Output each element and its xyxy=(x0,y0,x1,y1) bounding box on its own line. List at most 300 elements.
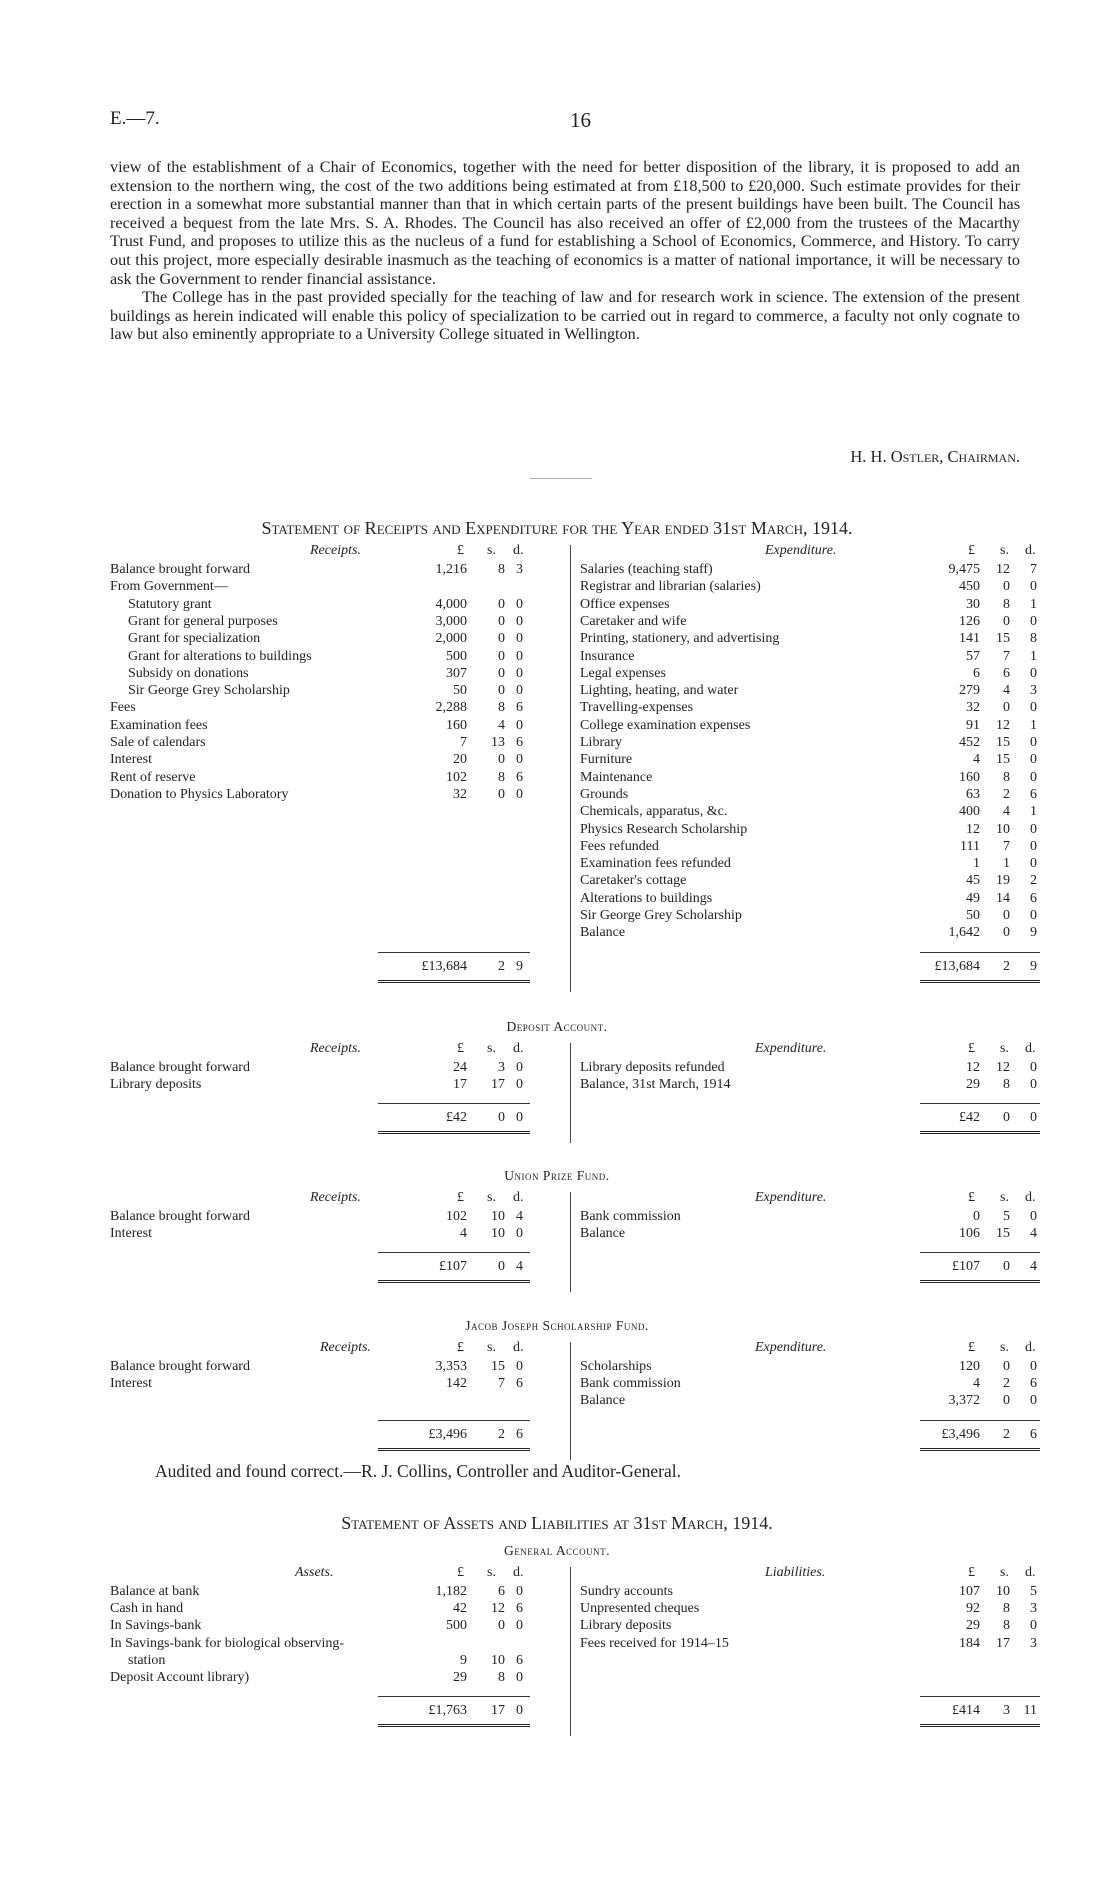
column-header-left: Receipts. xyxy=(310,1041,361,1056)
left-item-pence: 0 xyxy=(516,717,523,733)
right-item-shillings: 5 xyxy=(1003,1209,1010,1224)
total-rule-left xyxy=(378,1420,530,1421)
left-item-shillings: 0 xyxy=(498,631,505,647)
lsd-column-header: d. xyxy=(1025,1041,1036,1056)
right-item-pence: 0 xyxy=(1030,821,1037,837)
right-item-label: Maintenance xyxy=(580,769,653,785)
right-item-pence: 7 xyxy=(1030,562,1037,577)
right-item-label: Scholarships xyxy=(580,1359,652,1374)
column-header-right: Expenditure. xyxy=(765,543,837,558)
right-item-pounds: 50 xyxy=(966,908,980,923)
left-item-shillings: 8 xyxy=(498,769,505,785)
right-item-pence: 0 xyxy=(1030,752,1037,768)
right-item-pence: 0 xyxy=(1030,1359,1037,1374)
left-item-label: Interest xyxy=(110,1226,152,1242)
column-header-left: Assets. xyxy=(295,1565,334,1580)
general-account-title: General Account. xyxy=(503,1543,610,1558)
column-header-right: Expenditure. xyxy=(755,1340,827,1355)
left-item-pence: 0 xyxy=(516,665,523,681)
right-item-pounds: 12 xyxy=(966,821,980,837)
right-total-pence: 0 xyxy=(1030,1110,1037,1126)
right-item-pence: 1 xyxy=(1030,717,1037,733)
lsd-column-header: £ xyxy=(457,543,464,558)
lsd-column-header: d. xyxy=(1025,543,1036,558)
left-item-pence: 0 xyxy=(516,1226,523,1242)
left-item-pounds: 2,000 xyxy=(435,631,467,647)
left-item-pence: 0 xyxy=(516,786,523,802)
body-text xyxy=(110,158,1020,344)
left-item-shillings: 0 xyxy=(498,752,505,768)
lsd-column-header: s. xyxy=(487,1565,496,1580)
left-item-pounds: 142 xyxy=(446,1376,467,1392)
left-total-shillings: 2 xyxy=(498,1426,505,1442)
right-item-pounds: 107 xyxy=(959,1584,980,1599)
right-total-pounds: £414 xyxy=(952,1703,980,1719)
right-total-shillings: 2 xyxy=(1003,1426,1010,1442)
right-item-label: Unpresented cheques xyxy=(580,1601,700,1617)
left-item-pounds: 2,288 xyxy=(435,700,467,716)
lsd-column-header: £ xyxy=(968,1565,975,1580)
right-item-pence: 1 xyxy=(1030,804,1037,820)
right-item-shillings: 19 xyxy=(996,873,1010,889)
right-item-pence: 3 xyxy=(1030,1601,1037,1617)
right-item-pounds: 1,642 xyxy=(948,925,980,941)
right-item-pounds: 160 xyxy=(959,769,980,785)
right-item-pence: 0 xyxy=(1030,665,1037,681)
lsd-column-header: £ xyxy=(968,1041,975,1056)
right-item-pence: 2 xyxy=(1030,873,1037,889)
total-rule-right xyxy=(920,1252,1040,1253)
right-item-pounds: 4 xyxy=(973,752,980,768)
left-item-label: Rent of reserve xyxy=(110,769,196,785)
right-total-pounds: £3,496 xyxy=(941,1426,980,1442)
right-item-pounds: 106 xyxy=(959,1226,980,1242)
left-item-label: Subsidy on donations xyxy=(128,665,249,681)
right-item-shillings: 8 xyxy=(1003,769,1010,785)
right-item-pence: 0 xyxy=(1030,1209,1037,1224)
left-item-shillings: 6 xyxy=(498,1584,505,1599)
right-item-pounds: 450 xyxy=(959,579,980,595)
lsd-column-header: s. xyxy=(487,1340,496,1355)
right-item-pence: 6 xyxy=(1030,786,1037,802)
right-item-shillings: 6 xyxy=(1003,665,1010,681)
lsd-column-header: d. xyxy=(1025,1565,1036,1580)
right-item-pounds: 1 xyxy=(973,856,980,872)
right-item-shillings: 12 xyxy=(996,562,1010,577)
right-item-pounds: 4 xyxy=(973,1376,980,1392)
right-item-pounds: 111 xyxy=(960,838,980,854)
right-item-label: Balance xyxy=(580,1393,626,1409)
right-item-shillings: 10 xyxy=(996,821,1010,837)
right-item-shillings: 4 xyxy=(1003,804,1010,820)
audit-statement: Audited and found correct.—R. J. Collins, Controller and Auditor-General. xyxy=(155,1461,681,1481)
right-total-pence: 11 xyxy=(1023,1703,1037,1719)
total-rule-left xyxy=(378,1696,530,1697)
total-double-rule-right xyxy=(920,1724,1040,1727)
right-item-pounds: 141 xyxy=(959,631,980,647)
right-item-label: Examination fees refunded xyxy=(580,856,731,872)
right-item-shillings: 0 xyxy=(1003,1359,1010,1374)
right-item-pounds: 120 xyxy=(959,1359,980,1374)
total-rule-left xyxy=(378,1103,530,1104)
left-item-shillings: 0 xyxy=(498,1618,505,1634)
left-item-pence: 0 xyxy=(516,1077,523,1093)
total-rule-right xyxy=(920,952,1040,953)
right-item-pounds: 6 xyxy=(973,665,980,681)
lsd-column-header: s. xyxy=(487,543,496,558)
right-item-label: Library deposits refunded xyxy=(580,1060,725,1075)
total-rule-left xyxy=(378,1252,530,1253)
right-item-pence: 1 xyxy=(1030,648,1037,664)
lsd-column-header: s. xyxy=(1000,1041,1009,1056)
right-item-shillings: 2 xyxy=(1003,1376,1010,1392)
left-item-pounds: 102 xyxy=(446,769,467,785)
left-item-label: Donation to Physics Laboratory xyxy=(110,786,289,802)
right-item-shillings: 15 xyxy=(996,752,1010,768)
right-item-shillings: 0 xyxy=(1003,700,1010,716)
left-item-pence: 0 xyxy=(516,1670,523,1685)
left-item-pounds: 307 xyxy=(446,665,467,681)
lsd-column-header: d. xyxy=(1025,1190,1036,1205)
left-item-pounds: 29 xyxy=(453,1670,467,1685)
right-item-pence: 0 xyxy=(1030,838,1037,854)
right-item-label: Fees refunded xyxy=(580,838,659,854)
lsd-column-header: d. xyxy=(513,543,524,558)
left-item-shillings: 7 xyxy=(498,1376,505,1392)
left-item-pounds: 1,216 xyxy=(435,562,467,577)
right-item-pounds: 126 xyxy=(959,613,980,629)
left-total-shillings: 2 xyxy=(498,958,505,974)
right-item-label: Balance, 31st March, 1914 xyxy=(580,1077,731,1093)
right-item-label: Library xyxy=(580,735,622,750)
separator-rule xyxy=(530,478,592,479)
column-divider xyxy=(570,1192,571,1292)
right-item-label: Sir George Grey Scholarship xyxy=(580,908,742,923)
right-item-pounds: 9,475 xyxy=(948,562,980,577)
left-item-shillings: 10 xyxy=(491,1209,505,1224)
left-total-pounds: £107 xyxy=(439,1259,467,1275)
total-double-rule-left xyxy=(378,1448,530,1451)
left-item-label: Library deposits xyxy=(110,1077,202,1093)
total-double-rule-left xyxy=(378,1280,530,1283)
right-item-shillings: 0 xyxy=(1003,908,1010,923)
left-item-label: In Savings-bank for biological observing- xyxy=(110,1635,345,1651)
right-item-pence: 0 xyxy=(1030,856,1037,872)
left-item-pounds: 32 xyxy=(453,786,467,802)
right-item-pounds: 279 xyxy=(959,683,980,699)
column-divider xyxy=(570,1043,571,1143)
right-item-label: Printing, stationery, and advertising xyxy=(580,631,780,647)
left-item-label: Balance brought forward xyxy=(110,1060,250,1075)
lsd-column-header: £ xyxy=(968,1340,975,1355)
right-item-shillings: 8 xyxy=(1003,596,1010,612)
right-item-pence: 5 xyxy=(1030,1584,1037,1599)
right-item-pounds: 32 xyxy=(966,700,980,716)
left-total-pence: 4 xyxy=(516,1259,523,1275)
lsd-column-header: £ xyxy=(457,1190,464,1205)
total-rule-right xyxy=(920,1103,1040,1104)
right-item-pence: 0 xyxy=(1030,769,1037,785)
right-item-label: Chemicals, apparatus, &c. xyxy=(580,804,728,820)
right-item-pounds: 63 xyxy=(966,786,980,802)
left-item-pounds: 102 xyxy=(446,1209,467,1224)
left-total-shillings: 17 xyxy=(491,1703,505,1719)
left-item-pounds: 160 xyxy=(446,717,467,733)
right-item-shillings: 10 xyxy=(996,1584,1010,1599)
left-total-pence: 0 xyxy=(516,1110,523,1126)
left-item-label: From Government— xyxy=(110,579,228,595)
right-item-label: Alterations to buildings xyxy=(580,890,713,906)
left-item-pounds: 4,000 xyxy=(435,596,467,612)
right-item-shillings: 15 xyxy=(996,735,1010,750)
total-double-rule-left xyxy=(378,1131,530,1134)
right-item-shillings: 2 xyxy=(1003,786,1010,802)
left-item-label: Grant for specialization xyxy=(128,631,261,647)
column-divider xyxy=(570,1342,571,1460)
right-item-pounds: 57 xyxy=(966,648,980,664)
right-item-pence: 8 xyxy=(1030,631,1037,647)
right-item-pence: 3 xyxy=(1030,1635,1037,1651)
right-total-pounds: £13,684 xyxy=(934,958,980,974)
right-item-shillings: 8 xyxy=(1003,1077,1010,1093)
column-header-left: Receipts. xyxy=(310,543,361,558)
right-item-label: Legal expenses xyxy=(580,665,666,681)
left-total-pence: 0 xyxy=(516,1703,523,1719)
left-item-shillings: 8 xyxy=(498,562,505,577)
lsd-column-header: s. xyxy=(487,1041,496,1056)
total-rule-right xyxy=(920,1420,1040,1421)
lsd-column-header: £ xyxy=(968,1190,975,1205)
right-item-pence: 0 xyxy=(1030,1393,1037,1409)
right-item-label: Balance xyxy=(580,925,626,941)
assets-liabilities-title: Statement of Assets and Liabilities at 31st March, 1914. xyxy=(341,1513,773,1533)
left-item-label: Balance brought forward xyxy=(110,1359,250,1374)
right-item-pounds: 0 xyxy=(973,1209,980,1224)
left-item-pence: 0 xyxy=(516,648,523,664)
left-item-label: Fees xyxy=(110,700,136,716)
right-item-label: Grounds xyxy=(580,786,629,802)
left-total-pounds: £13,684 xyxy=(421,958,467,974)
column-divider xyxy=(570,545,571,992)
document-reference: E.—7. xyxy=(110,108,160,129)
left-item-pence: 0 xyxy=(516,683,523,699)
left-item-pounds: 7 xyxy=(460,735,467,750)
right-item-pence: 9 xyxy=(1030,925,1037,941)
lsd-column-header: £ xyxy=(457,1041,464,1056)
left-item-shillings: 4 xyxy=(498,717,505,733)
right-item-pence: 3 xyxy=(1030,683,1037,699)
right-item-shillings: 7 xyxy=(1003,648,1010,664)
left-item-pence: 0 xyxy=(516,1584,523,1599)
left-item-shillings: 3 xyxy=(498,1060,505,1075)
left-item-label: Balance brought forward xyxy=(110,562,250,577)
right-item-shillings: 0 xyxy=(1003,579,1010,595)
left-item-shillings: 17 xyxy=(491,1077,505,1093)
left-total-pence: 6 xyxy=(516,1426,523,1442)
right-item-pence: 4 xyxy=(1030,1226,1037,1242)
lsd-column-header: d. xyxy=(513,1565,524,1580)
column-header-left: Receipts. xyxy=(310,1190,361,1205)
left-item-pence: 6 xyxy=(516,735,523,750)
left-total-pence: 9 xyxy=(516,958,523,974)
left-item-label: Sir George Grey Scholarship xyxy=(128,683,290,699)
right-item-pounds: 30 xyxy=(966,596,980,612)
signature: H. H. Ostler, Chairman. xyxy=(850,447,1020,466)
right-item-pence: 0 xyxy=(1030,700,1037,716)
left-item-label: In Savings-bank xyxy=(110,1618,202,1634)
right-item-pounds: 49 xyxy=(966,890,980,906)
left-item-pounds: 500 xyxy=(446,1618,467,1634)
total-double-rule-right xyxy=(920,1280,1040,1283)
left-item-label: Grant for general purposes xyxy=(128,613,278,629)
lsd-column-header: £ xyxy=(457,1340,464,1355)
left-item-pence: 6 xyxy=(516,1652,523,1668)
right-item-shillings: 0 xyxy=(1003,1393,1010,1409)
right-item-pence: 0 xyxy=(1030,735,1037,750)
total-double-rule-right xyxy=(920,1131,1040,1134)
deposit-account-title: Deposit Account. xyxy=(506,1019,608,1034)
left-item-pounds: 1,182 xyxy=(435,1584,467,1599)
right-item-pounds: 12 xyxy=(966,1060,980,1075)
left-total-pounds: £42 xyxy=(446,1110,467,1126)
right-item-shillings: 12 xyxy=(996,1060,1010,1075)
paragraph: view of the establishment of a Chair of Economics, together with the need for better disposition of the library, it is proposed to add an extension to the northern wing, the cost of the two additions being estimated at from £18,500 to £20,000. Such estimate provides for their erection in a somewhat more substantial manner than that in which certain parts of the present buildings have been built. The Council has received a bequest from the late Mrs. S. A. Rhodes. The Council has also received an offer of £2,000 from the trustees of the Macarthy Trust Fund, and proposes to utilize this as the nucleus of a fund for establishing a School of Economics, Commerce, and History. To carry out this project, more especially desirable inasmuch as the teaching of economics is a matter of national importance, it will be necessary to ask the Government to render financial assistance. xyxy=(110,158,1020,288)
left-item-shillings: 0 xyxy=(498,613,505,629)
column-divider xyxy=(570,1567,571,1736)
lsd-column-header: £ xyxy=(968,543,975,558)
total-double-rule-left xyxy=(378,1724,530,1727)
right-item-pounds: 29 xyxy=(966,1077,980,1093)
left-item-pounds: 20 xyxy=(453,752,467,768)
column-header-right: Liabilities. xyxy=(765,1565,826,1580)
left-item-shillings: 0 xyxy=(498,683,505,699)
column-header-right: Expenditure. xyxy=(755,1190,827,1205)
column-header-right: Expenditure. xyxy=(755,1041,827,1056)
right-item-label: Office expenses xyxy=(580,596,670,612)
left-item-pence: 0 xyxy=(516,631,523,647)
lsd-column-header: s. xyxy=(487,1190,496,1205)
right-item-pence: 6 xyxy=(1030,890,1037,906)
right-item-shillings: 8 xyxy=(1003,1601,1010,1617)
lsd-column-header: s. xyxy=(1000,543,1009,558)
left-item-pence: 6 xyxy=(516,700,523,716)
left-item-pence: 6 xyxy=(516,769,523,785)
column-header-left: Receipts. xyxy=(320,1340,371,1355)
lsd-column-header: s. xyxy=(1000,1565,1009,1580)
left-item-pounds: 50 xyxy=(453,683,467,699)
left-item-label: Balance brought forward xyxy=(110,1209,250,1224)
right-total-pence: 4 xyxy=(1030,1259,1037,1275)
right-item-shillings: 14 xyxy=(996,890,1010,906)
right-item-label: Library deposits xyxy=(580,1618,672,1634)
right-total-shillings: 0 xyxy=(1003,1259,1010,1275)
right-item-shillings: 1 xyxy=(1003,856,1010,872)
left-item-shillings: 0 xyxy=(498,665,505,681)
left-total-pounds: £1,763 xyxy=(428,1703,467,1719)
left-item-shillings: 0 xyxy=(498,648,505,664)
total-double-rule-right xyxy=(920,980,1040,983)
left-item-label: station xyxy=(128,1652,166,1668)
right-item-label: Bank commission xyxy=(580,1376,681,1392)
right-item-label: Lighting, heating, and water xyxy=(580,683,739,699)
left-item-shillings: 12 xyxy=(491,1601,505,1617)
paragraph: The College has in the past provided specially for the teaching of law and for research work in science. The extension of the present buildings as herein indicated will enable this policy of specialization to be carried out in regard to commerce, a faculty not only cognate to law but also eminently appropriate to a University College situated in Wellington. xyxy=(110,288,1020,344)
right-item-pounds: 45 xyxy=(966,873,980,889)
left-item-shillings: 0 xyxy=(498,786,505,802)
right-item-shillings: 8 xyxy=(1003,1618,1010,1634)
left-total-shillings: 0 xyxy=(498,1110,505,1126)
right-item-shillings: 15 xyxy=(996,1226,1010,1242)
right-item-label: Caretaker's cottage xyxy=(580,873,687,889)
left-item-pounds: 3,000 xyxy=(435,613,467,629)
right-item-label: Insurance xyxy=(580,648,635,664)
right-item-pounds: 91 xyxy=(966,717,980,733)
left-item-pounds: 24 xyxy=(453,1060,467,1075)
right-total-pence: 9 xyxy=(1030,958,1037,974)
lsd-column-header: d. xyxy=(513,1041,524,1056)
left-item-label: Cash in hand xyxy=(110,1601,184,1617)
left-item-label: Examination fees xyxy=(110,717,208,733)
left-item-shillings: 8 xyxy=(498,1670,505,1685)
left-item-pence: 0 xyxy=(516,1359,523,1374)
lsd-column-header: d. xyxy=(513,1340,524,1355)
right-item-pence: 6 xyxy=(1030,1376,1037,1392)
right-total-shillings: 3 xyxy=(1003,1703,1010,1719)
right-item-shillings: 4 xyxy=(1003,683,1010,699)
left-item-label: Statutory grant xyxy=(128,596,212,612)
right-item-pence: 1 xyxy=(1030,596,1037,612)
left-item-pence: 4 xyxy=(516,1209,523,1224)
right-item-pounds: 3,372 xyxy=(948,1393,980,1409)
lsd-column-header: d. xyxy=(1025,1340,1036,1355)
lsd-column-header: d. xyxy=(513,1190,524,1205)
right-item-shillings: 7 xyxy=(1003,838,1010,854)
right-total-pounds: £107 xyxy=(952,1259,980,1275)
left-item-pence: 3 xyxy=(516,562,523,577)
right-item-label: Furniture xyxy=(580,752,633,768)
right-item-pence: 0 xyxy=(1030,579,1037,595)
right-item-label: Physics Research Scholarship xyxy=(580,821,748,837)
left-item-shillings: 13 xyxy=(491,735,505,750)
left-item-label: Deposit Account library) xyxy=(110,1670,250,1685)
left-item-label: Interest xyxy=(110,752,152,768)
right-item-shillings: 17 xyxy=(996,1635,1010,1651)
lsd-column-header: £ xyxy=(457,1565,464,1580)
right-item-label: Travelling-expenses xyxy=(580,700,694,716)
right-item-pounds: 184 xyxy=(959,1635,980,1651)
left-item-label: Interest xyxy=(110,1376,152,1392)
right-total-shillings: 0 xyxy=(1003,1110,1010,1126)
right-total-shillings: 2 xyxy=(1003,958,1010,974)
total-rule-right xyxy=(920,1696,1040,1697)
total-double-rule-right xyxy=(920,1448,1040,1451)
left-item-label: Balance at bank xyxy=(110,1584,200,1599)
left-item-pounds: 42 xyxy=(453,1601,467,1617)
right-item-pounds: 452 xyxy=(959,735,980,750)
left-item-pence: 0 xyxy=(516,1618,523,1634)
right-item-pence: 0 xyxy=(1030,1618,1037,1634)
left-item-pence: 0 xyxy=(516,1060,523,1075)
statement-title: Statement of Receipts and Expenditure for the Year ended 31st March, 1914. xyxy=(261,518,853,538)
total-double-rule-left xyxy=(378,980,530,983)
union-prize-fund-title: Union Prize Fund. xyxy=(504,1168,610,1183)
left-item-shillings: 8 xyxy=(498,700,505,716)
left-item-pence: 0 xyxy=(516,596,523,612)
right-item-shillings: 15 xyxy=(996,631,1010,647)
left-item-pounds: 500 xyxy=(446,648,467,664)
left-item-pounds: 4 xyxy=(460,1226,467,1242)
left-item-shillings: 10 xyxy=(491,1226,505,1242)
